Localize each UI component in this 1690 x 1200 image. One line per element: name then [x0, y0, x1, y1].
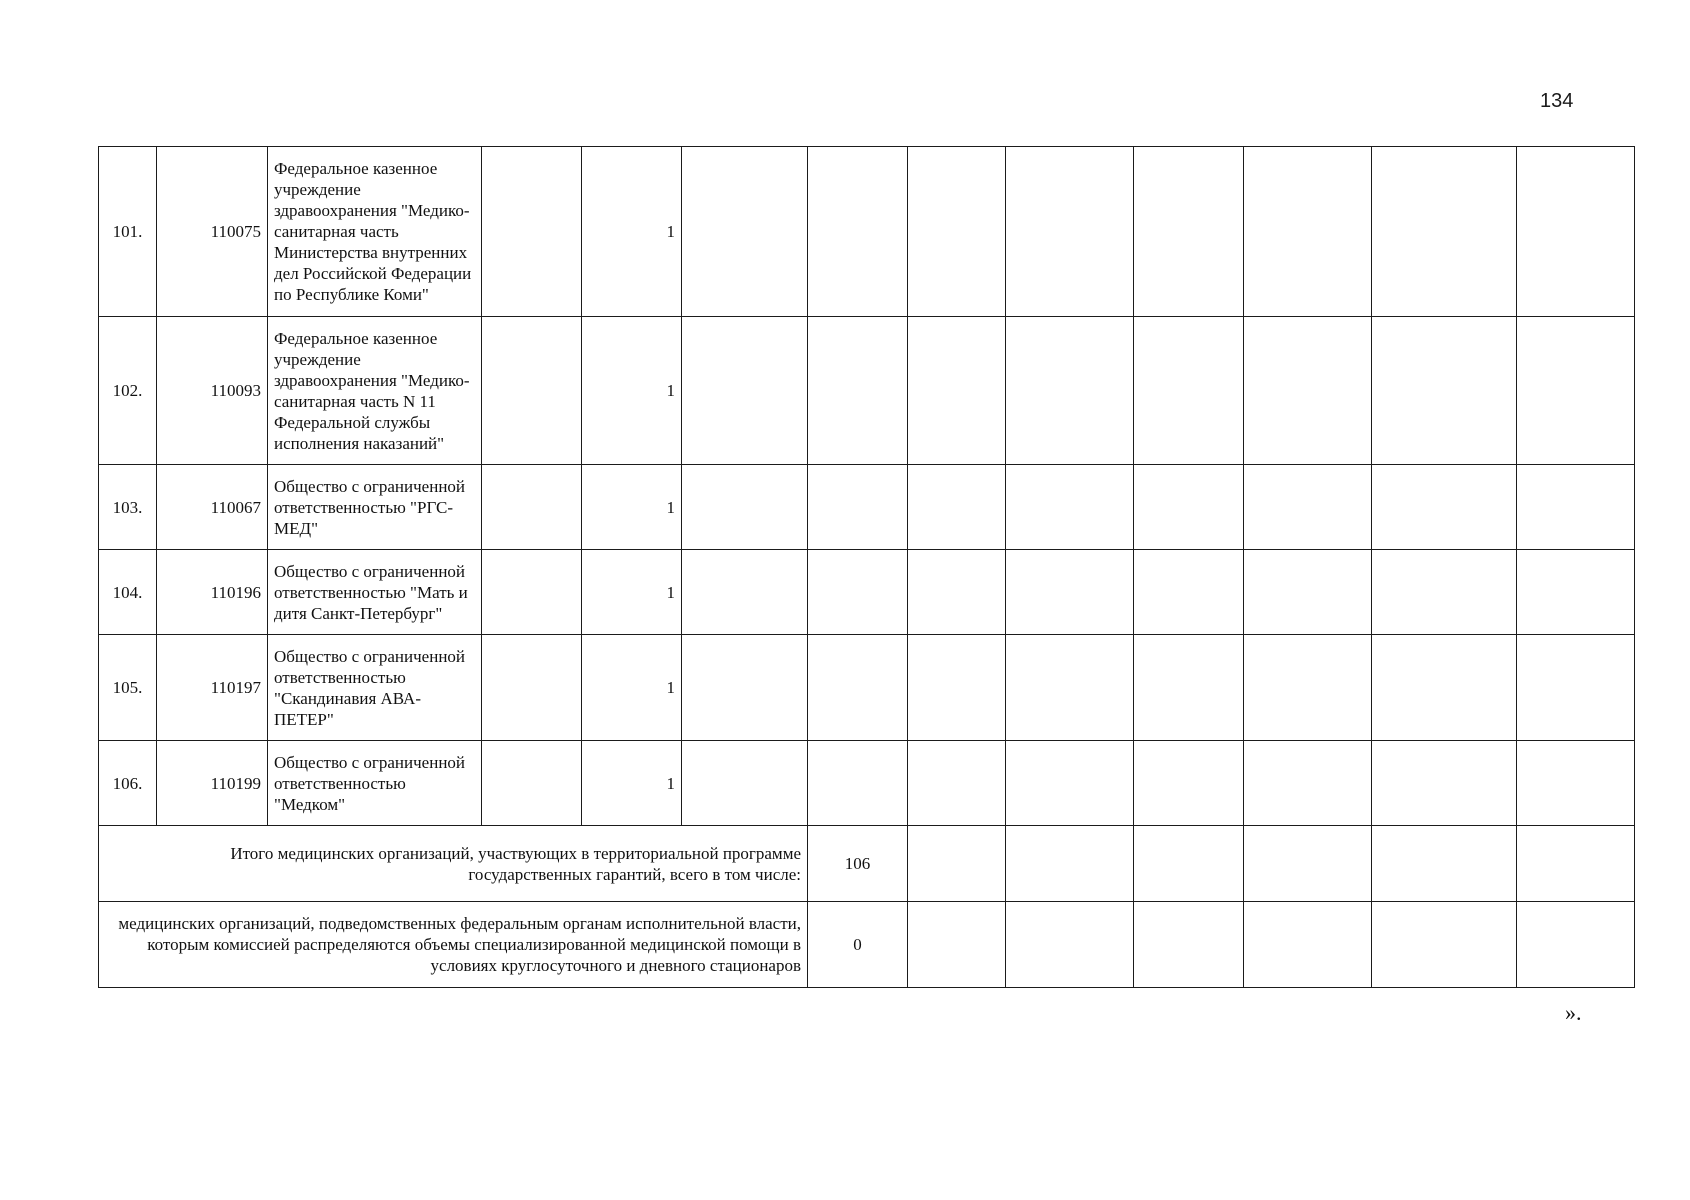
org-value: 1 — [582, 465, 682, 550]
empty-cell — [1517, 147, 1635, 317]
empty-cell — [908, 902, 1006, 988]
empty-cell — [1244, 550, 1372, 635]
empty-cell — [1006, 741, 1134, 826]
empty-cell — [1134, 902, 1244, 988]
empty-cell — [1244, 902, 1372, 988]
org-value: 1 — [582, 741, 682, 826]
empty-cell — [1134, 317, 1244, 465]
total-label: Итого медицинских организаций, участвующих в территориальной программе государственных гарантий, всего в том числе: — [99, 826, 808, 902]
federal-subtotal-label: медицинских организаций, подведомственных федеральным органам исполнительной власти, которым комиссией распределяются объемы специализированной медицинской помощи в условиях круглосуточного и дневного стационаров — [99, 902, 808, 988]
empty-cell — [482, 465, 582, 550]
row-number: 101. — [99, 147, 157, 317]
org-value: 1 — [582, 635, 682, 741]
table-row — [99, 317, 1635, 465]
empty-cell — [808, 147, 908, 317]
empty-cell — [1517, 317, 1635, 465]
empty-cell — [482, 317, 582, 465]
empty-cell — [908, 826, 1006, 902]
table-row — [99, 741, 1635, 826]
empty-cell — [1517, 902, 1635, 988]
empty-cell — [908, 147, 1006, 317]
table-row — [99, 147, 1635, 317]
row-number: 103. — [99, 465, 157, 550]
empty-cell — [808, 465, 908, 550]
total-row — [99, 826, 1635, 902]
empty-cell — [908, 550, 1006, 635]
org-name: Общество с ограниченной ответственностью "Мать и дитя Санкт-Петербург" — [268, 550, 482, 635]
federal-subtotal-row — [99, 902, 1635, 988]
row-number: 106. — [99, 741, 157, 826]
empty-cell — [482, 147, 582, 317]
empty-cell — [908, 317, 1006, 465]
empty-cell — [1372, 826, 1517, 902]
empty-cell — [908, 465, 1006, 550]
empty-cell — [1134, 147, 1244, 317]
org-value: 1 — [582, 147, 682, 317]
org-code: 110199 — [157, 741, 268, 826]
org-name: Федеральное казенное учреждение здравоохранения "Медико-санитарная часть Министерства внутренних дел Российской Федерации по Республике Коми" — [268, 147, 482, 317]
org-name: Общество с ограниченной ответственностью "РГС-МЕД" — [268, 465, 482, 550]
table-row — [99, 550, 1635, 635]
empty-cell — [482, 635, 582, 741]
empty-cell — [1244, 465, 1372, 550]
empty-cell — [1006, 635, 1134, 741]
empty-cell — [1517, 465, 1635, 550]
total-value: 106 — [808, 826, 908, 902]
empty-cell — [1372, 465, 1517, 550]
org-value: 1 — [582, 317, 682, 465]
empty-cell — [1134, 635, 1244, 741]
empty-cell — [1517, 741, 1635, 826]
empty-cell — [1372, 902, 1517, 988]
table-row — [99, 635, 1635, 741]
empty-cell — [1006, 147, 1134, 317]
page-number: 134 — [1540, 90, 1574, 112]
empty-cell — [1517, 550, 1635, 635]
federal-subtotal-value: 0 — [808, 902, 908, 988]
empty-cell — [682, 465, 808, 550]
empty-cell — [1244, 317, 1372, 465]
closing-quote-mark: ». — [1565, 1000, 1582, 1025]
empty-cell — [808, 635, 908, 741]
empty-cell — [682, 550, 808, 635]
org-code: 110197 — [157, 635, 268, 741]
empty-cell — [1006, 826, 1134, 902]
org-code: 110196 — [157, 550, 268, 635]
empty-cell — [808, 550, 908, 635]
empty-cell — [1372, 317, 1517, 465]
org-value: 1 — [582, 550, 682, 635]
empty-cell — [682, 147, 808, 317]
empty-cell — [808, 741, 908, 826]
empty-cell — [1244, 826, 1372, 902]
empty-cell — [908, 635, 1006, 741]
empty-cell — [1006, 902, 1134, 988]
empty-cell — [482, 741, 582, 826]
empty-cell — [1244, 741, 1372, 826]
empty-cell — [1244, 635, 1372, 741]
empty-cell — [1006, 317, 1134, 465]
org-name: Общество с ограниченной ответственностью "Скандинавия АВА-ПЕТЕР" — [268, 635, 482, 741]
empty-cell — [1006, 550, 1134, 635]
row-number: 102. — [99, 317, 157, 465]
org-code: 110075 — [157, 147, 268, 317]
org-name: Федеральное казенное учреждение здравоохранения "Медико-санитарная часть N 11 Федеральной службы исполнения наказаний" — [268, 317, 482, 465]
table-row — [99, 465, 1635, 550]
empty-cell — [1372, 550, 1517, 635]
org-code: 110093 — [157, 317, 268, 465]
empty-cell — [1517, 826, 1635, 902]
empty-cell — [1134, 465, 1244, 550]
empty-cell — [908, 741, 1006, 826]
empty-cell — [682, 317, 808, 465]
org-code: 110067 — [157, 465, 268, 550]
empty-cell — [682, 741, 808, 826]
organizations-table — [98, 146, 1635, 988]
empty-cell — [1372, 147, 1517, 317]
empty-cell — [1134, 550, 1244, 635]
row-number: 105. — [99, 635, 157, 741]
empty-cell — [1244, 147, 1372, 317]
empty-cell — [682, 635, 808, 741]
empty-cell — [1517, 635, 1635, 741]
empty-cell — [1134, 741, 1244, 826]
empty-cell — [808, 317, 908, 465]
empty-cell — [1134, 826, 1244, 902]
empty-cell — [1372, 635, 1517, 741]
empty-cell — [482, 550, 582, 635]
empty-cell — [1372, 741, 1517, 826]
empty-cell — [1006, 465, 1134, 550]
org-name: Общество с ограниченной ответственностью "Медком" — [268, 741, 482, 826]
row-number: 104. — [99, 550, 157, 635]
